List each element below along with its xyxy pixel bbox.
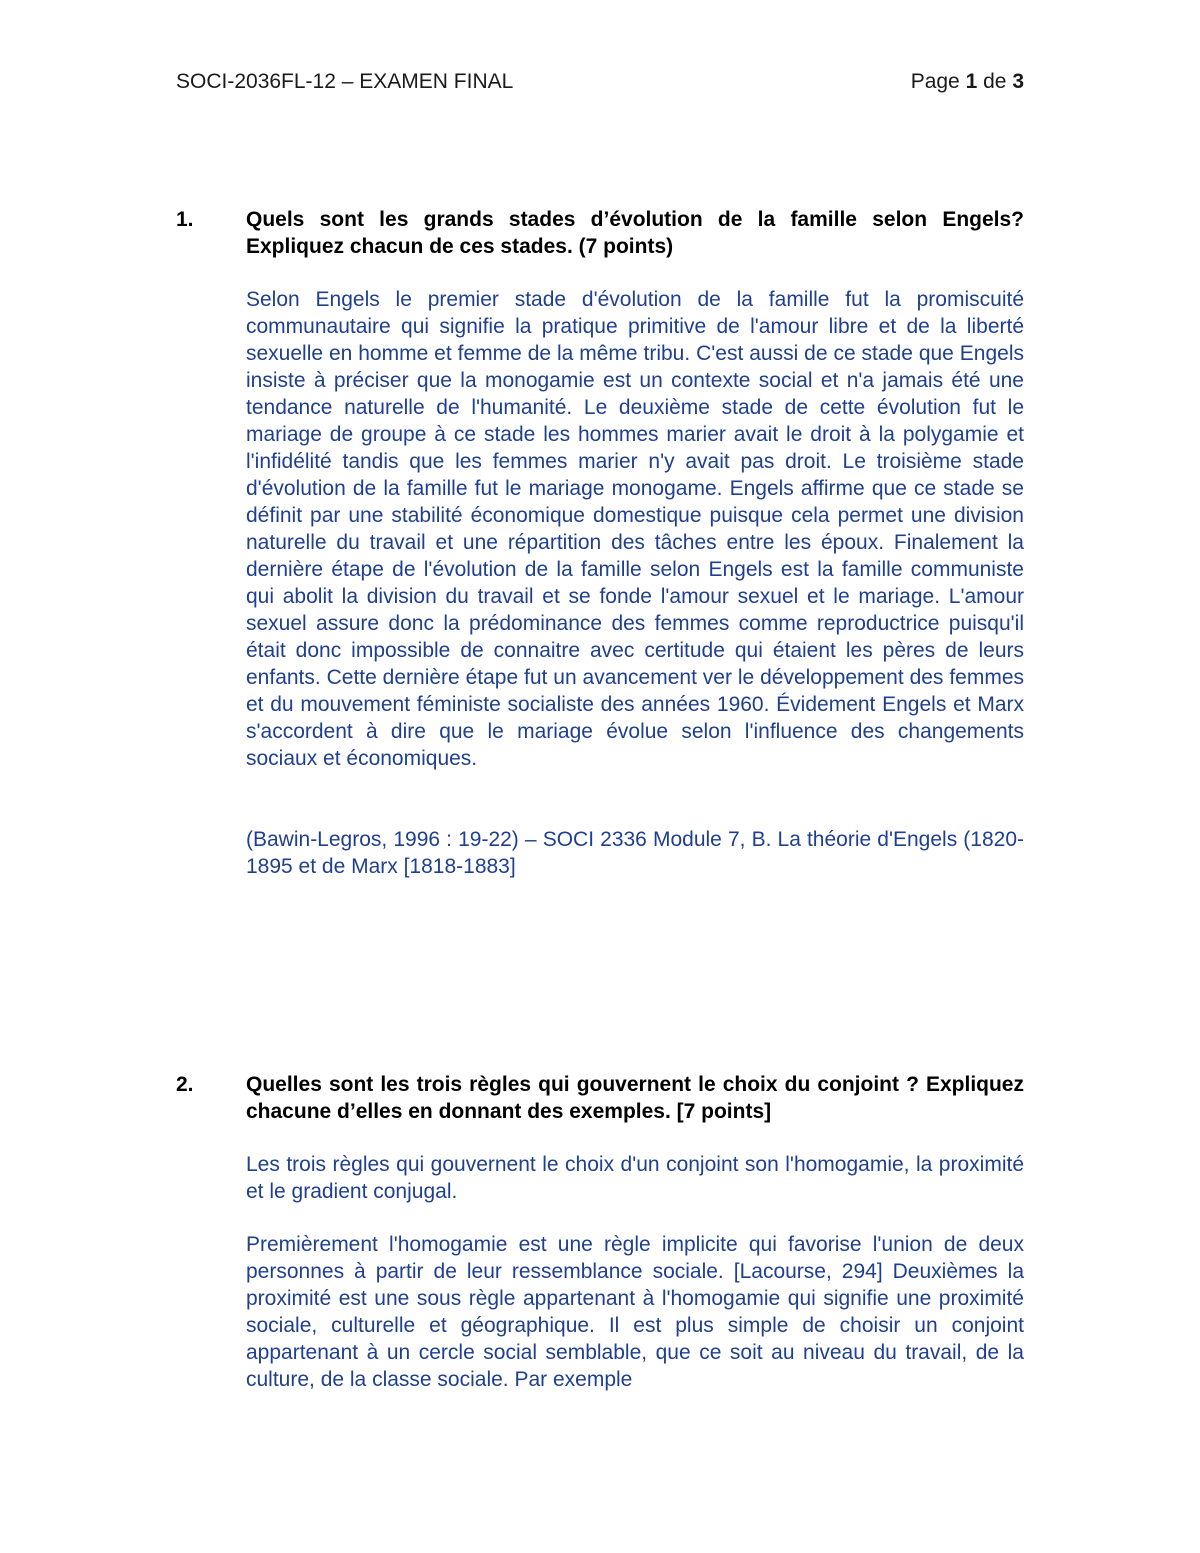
- answer-paragraph: Premièrement l'homogamie est une règle implicite qui favorise l'union de deux personnes à partir de leur ressemblance sociale. [Lacourse, 294] Deuxièmes la proximité est une sous règle appartenant à l'homogamie qui signifie une proximité sociale, culturelle et géographique. Il est plus simple de choisir un conjoint appartenant à un cercle social semblable, que ce soit au niveau du travail, de la culture, de la classe sociale. Par exemple: [246, 1233, 1024, 1391]
- page-number: [911, 70, 1024, 94]
- question-title: Quels sont les grands stades d’évolution de la famille selon Engels? Expliquez chacun de ces stades. (7 points): [246, 208, 1024, 258]
- page-total: 3: [1012, 70, 1024, 93]
- page-current: 1: [965, 70, 978, 93]
- question-number: 1.: [176, 208, 194, 231]
- answer-paragraph: Les trois règles qui gouvernent le choix d'un conjoint son l'homogamie, la proximité et le gradient conjugal.: [246, 1153, 1024, 1203]
- answer-intro: [246, 1151, 1024, 1205]
- question-number: 2.: [176, 1073, 194, 1096]
- course-title: SOCI-2036FL-12 – EXAMEN FINAL: [176, 70, 514, 93]
- page-label: Page: [910, 70, 960, 93]
- answer-text: [246, 286, 1024, 772]
- question-1: [176, 206, 1024, 880]
- answer-reference: [246, 826, 1024, 880]
- page-header: [176, 70, 1024, 100]
- question-2: [176, 1071, 1024, 1393]
- question-title: Quelles sont les trois règles qui gouvernent le choix du conjoint ? Expliquez chacune d’elles en donnant des exemples. [7 points]: [246, 1073, 1024, 1123]
- answer-body: [246, 1231, 1024, 1393]
- page-of-label: de: [983, 70, 1007, 93]
- answer-paragraph: Selon Engels le premier stade d'évolution de la famille fut la promiscuité communautaire qui signifie la pratique primitive de l'amour libre et de la liberté sexuelle en homme et femme de la même tribu. C'est aussi de ce stade que Engels insiste à préciser que la monogamie est un contexte social et n'a jamais été une tendance naturelle de l'humanité. Le deuxième stade de cette évolution fut le mariage de groupe à ce stade les hommes marier avait le droit à la polygamie et l'infidélité tandis que les femmes marier n'y avait pas droit. Le troisième stade d'évolution de la famille fut le mariage monogame. Engels affirme que ce stade se définit par une stabilité économique domestique puisque cela permet une division naturelle du travail et une répartition des tâches entre les époux. Finalement la dernière étape de l'évolution de la famille selon Engels est la famille communiste qui abolit la division du travail et se fonde l'amour sexuel et le mariage. L'amour sexuel assure donc la prédominance des femmes comme reproductrice puisqu'il était donc impossible de connaitre avec certitude qui étaient les pères de leurs enfants. Cette dernière étape fut un avancement ver le développement des femmes et du mouvement féministe socialiste des années 1960. Évidement Engels et Marx s'accordent à dire que le mariage évolue selon l'influence des changements sociaux et économiques.: [246, 288, 1024, 770]
- reference-paragraph: (Bawin-Legros, 1996 : 19-22) – SOCI 2336 Module 7, B. La théorie d'Engels (1820-1895 et de Marx [1818-1883]: [246, 828, 1024, 878]
